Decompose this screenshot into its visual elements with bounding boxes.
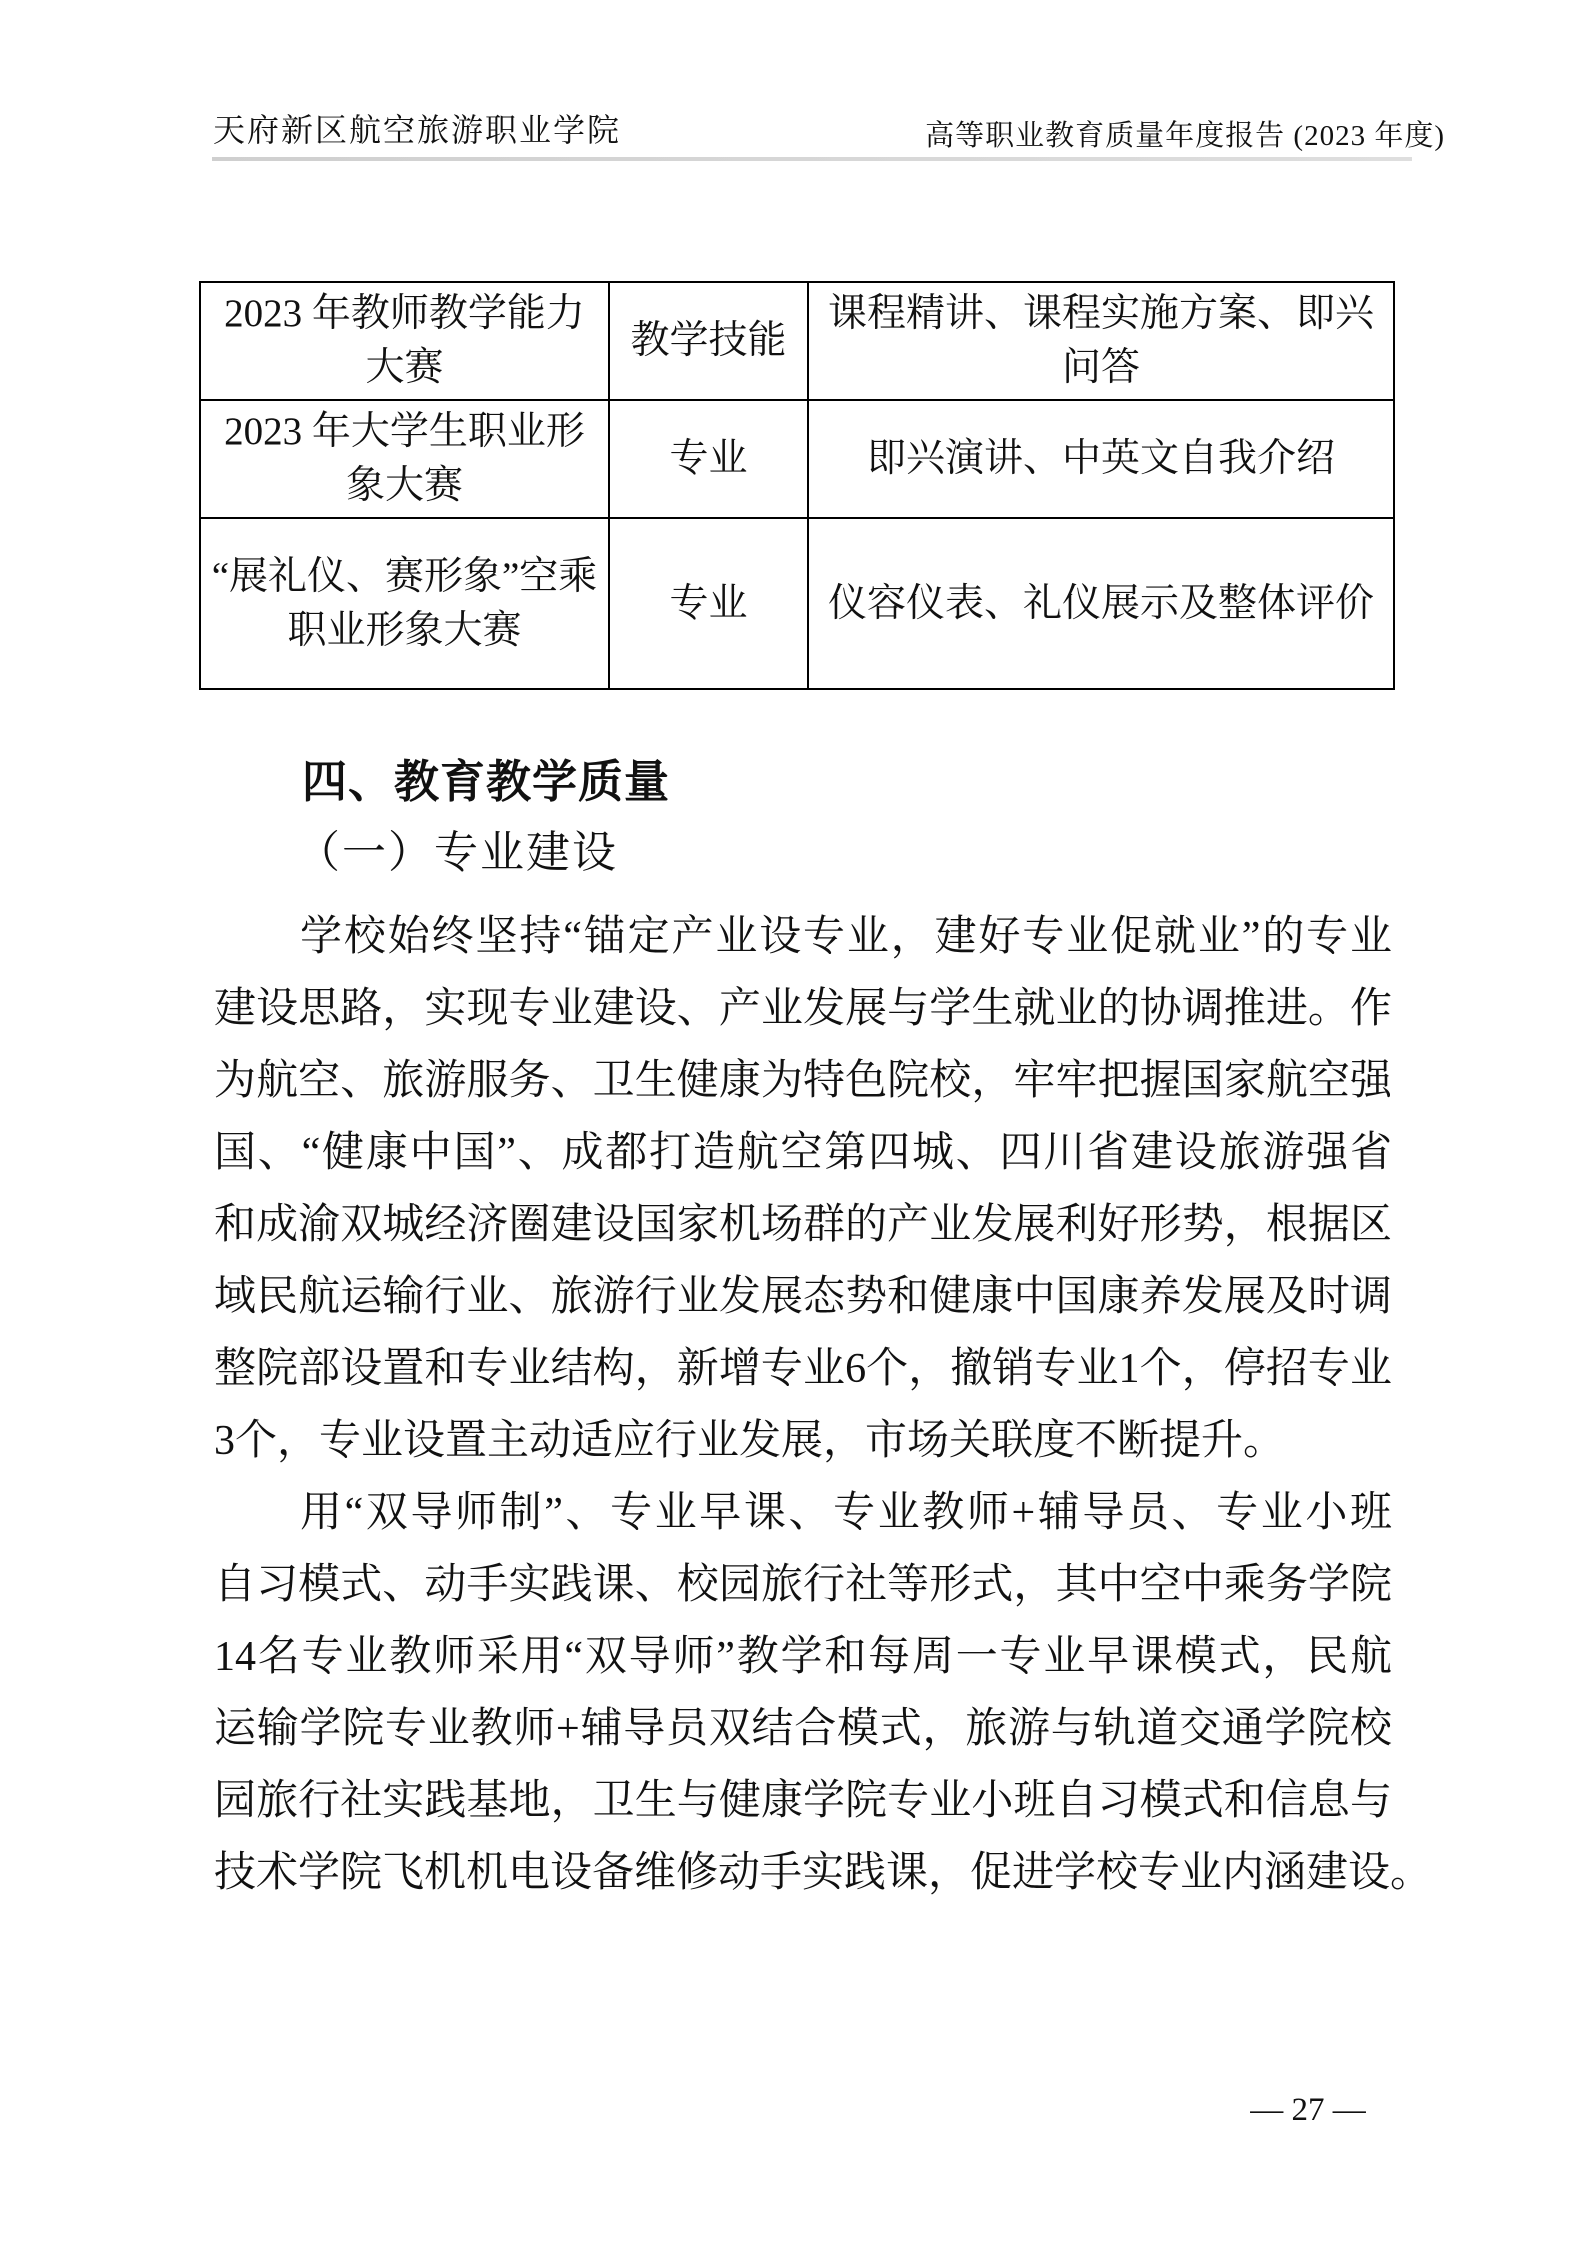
paragraph-line: 技术学院飞机机电设备维修动手实践课，促进学校专业内涵建设。 — [214, 1850, 1433, 1896]
paragraph-line: 学校始终坚持“锚定产业设专业，建好专业促就业”的专业 — [300, 914, 1392, 960]
cell-competition: “展礼仪、赛形象”空乘职业形象大赛 — [200, 518, 609, 689]
body-text — [214, 901, 1433, 1909]
paragraph-line: 自习模式、动手实践课、校园旅行社等形式，其中空中乘务学院 — [214, 1562, 1392, 1608]
paragraph-line: 和成渝双城经济圈建设国家机场群的产业发展利好形势，根据区 — [214, 1202, 1392, 1248]
table-row — [200, 282, 1394, 400]
paragraph-line: 3个，专业设置主动适应行业发展，市场关联度不断提升。 — [214, 1418, 1286, 1464]
cell-type: 专业 — [609, 518, 808, 689]
paragraph-line: 用“双导师制”、专业早课、专业教师+辅导员、专业小班 — [300, 1490, 1392, 1536]
paragraph-line: 运输学院专业教师+辅导员双结合模式，旅游与轨道交通学院校 — [214, 1706, 1392, 1752]
paragraph-line: 国、“健康中国”、成都打造航空第四城、四川省建设旅游强省 — [214, 1130, 1392, 1176]
cell-competition: 2023 年教师教学能力大赛 — [200, 282, 609, 400]
paragraph-line: 建设思路，实现专业建设、产业发展与学生就业的协调推进。作 — [214, 986, 1392, 1032]
cell-type: 教学技能 — [609, 282, 808, 400]
table-row — [200, 400, 1394, 518]
paragraph-line: 域民航运输行业、旅游行业发展态势和健康中国康养发展及时调 — [214, 1274, 1392, 1320]
paragraph-line: 园旅行社实践基地，卫生与健康学院专业小班自习模式和信息与 — [214, 1778, 1392, 1824]
section-subheading: （一）专业建设 — [296, 828, 618, 877]
cell-content: 仪容仪表、礼仪展示及整体评价 — [808, 518, 1394, 689]
competition-table — [199, 281, 1395, 690]
page-number: — 27 — — [1250, 2092, 1366, 2128]
cell-content: 课程精讲、课程实施方案、即兴问答 — [808, 282, 1394, 400]
paragraph-line: 整院部设置和专业结构，新增专业6个，撤销专业1个，停招专业 — [214, 1346, 1392, 1392]
paragraph-line: 14名专业教师采用“双导师”教学和每周一专业早课模式，民航 — [214, 1634, 1392, 1680]
cell-type: 专业 — [609, 400, 808, 518]
paragraph-line: 为航空、旅游服务、卫生健康为特色院校，牢牢把握国家航空强 — [214, 1058, 1392, 1104]
header-school-name: 天府新区航空旅游职业学院 — [213, 112, 622, 148]
header-report-title: 高等职业教育质量年度报告 (2023 年度) — [925, 120, 1445, 152]
cell-content: 即兴演讲、中英文自我介绍 — [808, 400, 1394, 518]
table-row — [200, 518, 1394, 689]
section-heading: 四、教育教学质量 — [302, 756, 671, 807]
header-rule — [212, 157, 1412, 161]
cell-competition: 2023 年大学生职业形象大赛 — [200, 400, 609, 518]
